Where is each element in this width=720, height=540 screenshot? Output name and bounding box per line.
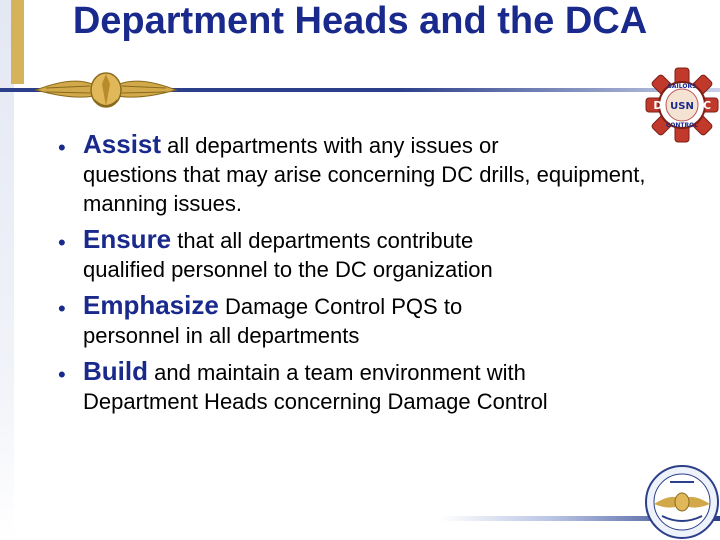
command-seal-icon xyxy=(640,464,720,540)
bullet-dot: • xyxy=(58,135,66,160)
bullet-text: that all departments contribute xyxy=(177,228,474,253)
bullet-continuation: qualified personnel to the DC organization xyxy=(83,257,493,282)
svg-text:D: D xyxy=(653,99,663,112)
bullet-keyword: Assist xyxy=(83,129,162,159)
bullet-item-build xyxy=(58,357,658,416)
bullet-dot: • xyxy=(58,296,66,321)
svg-text:C: C xyxy=(702,99,712,112)
bullet-continuation: personnel in all departments xyxy=(83,323,360,348)
swo-insignia-icon xyxy=(32,66,180,114)
bullet-continuation: questions that may arise concerning DC drills, equipment, manning issues. xyxy=(83,162,646,216)
bullet-item-emphasize xyxy=(58,291,658,350)
bullet-text: and maintain a team environment with xyxy=(154,360,526,385)
svg-text:CONTROL: CONTROL xyxy=(665,122,699,129)
bullet-text: Damage Control PQS to xyxy=(224,294,463,319)
bullet-dot: • xyxy=(58,230,66,255)
bullet-item-ensure xyxy=(58,225,658,284)
bullet-text: all departments with any issues or xyxy=(167,133,499,158)
svg-text:SAILORS: SAILORS xyxy=(667,83,697,90)
slide-title: Department Heads and the DCA xyxy=(72,0,648,42)
gold-accent-bar xyxy=(11,0,24,84)
bullet-dot: • xyxy=(58,362,66,387)
bullet-continuation: Department Heads concerning Damage Control xyxy=(83,389,548,414)
svg-text:USN: USN xyxy=(670,101,694,112)
bullet-keyword: Emphasize xyxy=(83,290,219,320)
bullet-keyword: Build xyxy=(83,356,148,386)
bullet-list xyxy=(58,130,658,423)
bullet-keyword: Ensure xyxy=(83,224,172,254)
bullet-item-assist xyxy=(58,130,658,218)
